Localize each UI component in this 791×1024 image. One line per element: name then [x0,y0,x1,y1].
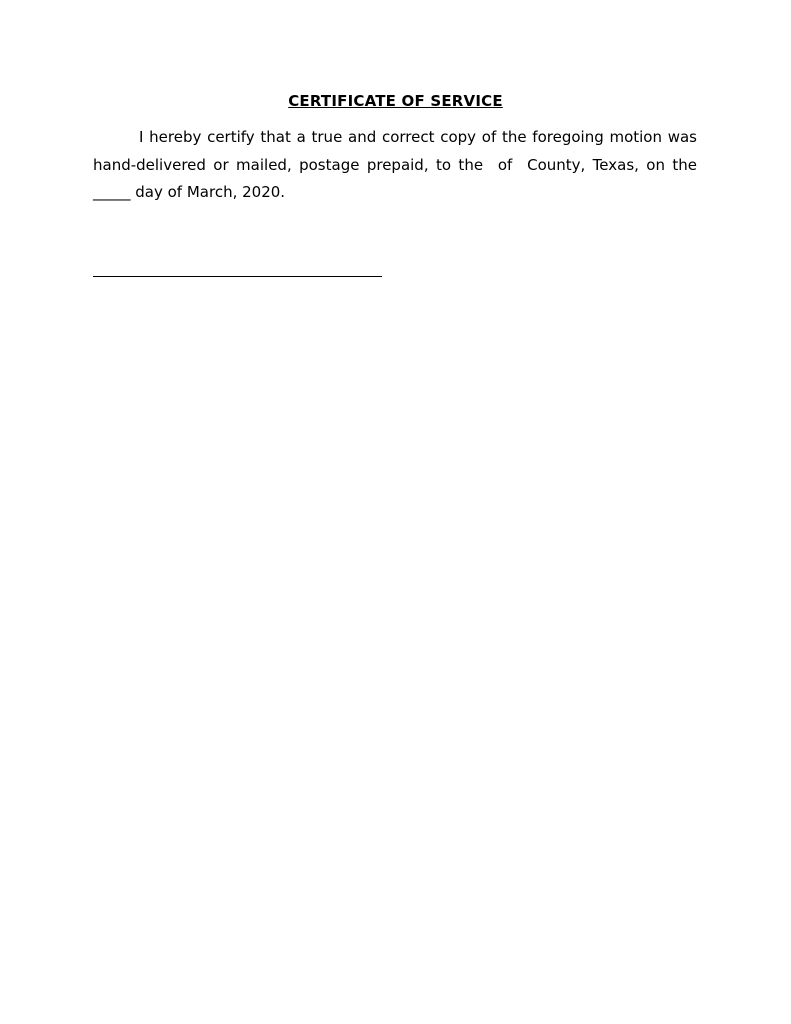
page-title: CERTIFICATE OF SERVICE [288,92,503,110]
certificate-body-text: I hereby certify that a true and correct copy of the foregoing motion was hand-delivered or mailed, postage prepaid, to the of County, Texas, on the _____ day of March, 2020. [93,128,702,201]
signature-line [93,276,382,277]
